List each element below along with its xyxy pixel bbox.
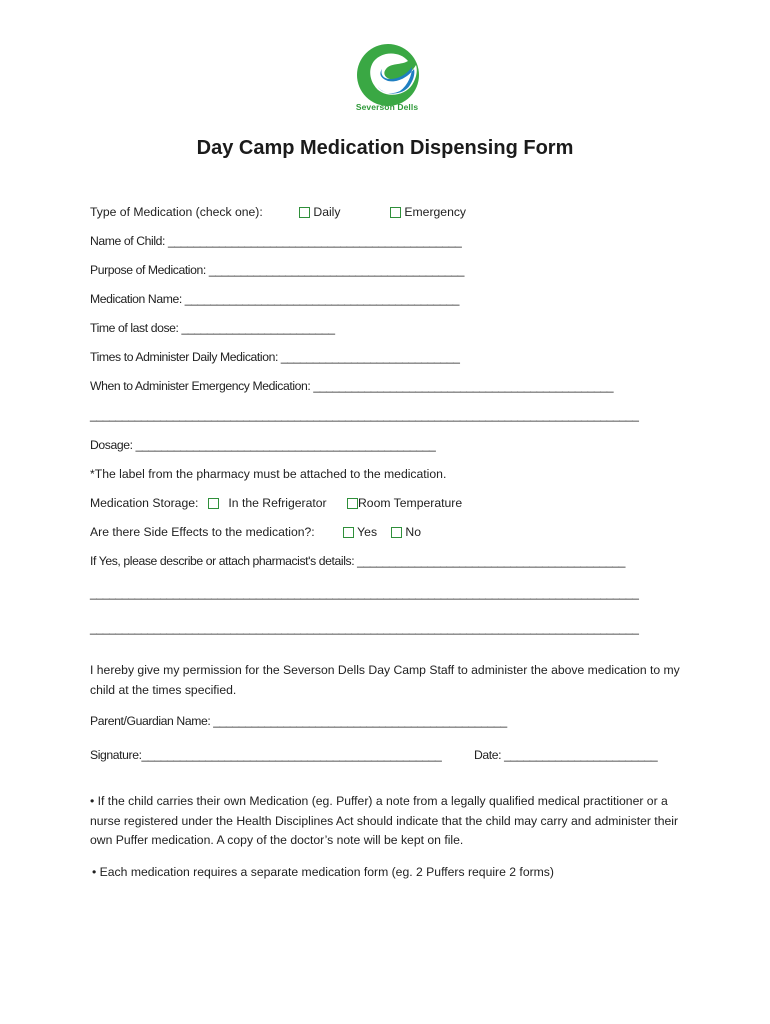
permission-text: I hereby give my permission for the Severson Dells Day Camp Staff to administer the above medication to my child at the times specified. <box>90 663 680 697</box>
no-checkbox[interactable] <box>391 527 402 538</box>
daily-option[interactable] <box>299 204 340 220</box>
yes-label: Yes <box>357 525 378 539</box>
emergency-continuation-line[interactable]: ______________________________________________________________________________________ <box>90 408 639 422</box>
signature-field[interactable]: Signature:_______________________________________________ <box>90 748 442 762</box>
refrigerator-label: In the Refrigerator <box>228 496 327 510</box>
daily-checkbox[interactable] <box>299 207 310 218</box>
parent-name-field[interactable]: Parent/Guardian Name: ______________________________________________ <box>90 714 507 728</box>
describe-field[interactable]: If Yes, please describe or attach pharmacist's details: __________________________________________ <box>90 554 626 568</box>
emergency-option[interactable] <box>390 204 466 220</box>
purpose-field[interactable]: Purpose of Medication: ________________________________________ <box>90 263 464 277</box>
room-temperature-checkbox[interactable] <box>347 498 358 509</box>
emergency-label: Emergency <box>404 205 467 219</box>
dosage-field[interactable]: Dosage: _______________________________________________ <box>90 438 436 452</box>
refrigerator-checkbox[interactable] <box>208 498 219 509</box>
emergency-checkbox[interactable] <box>390 207 401 218</box>
puffer-note: • If the child carries their own Medication (eg. Puffer) a note from a legally qualified medical practitioner or a nurse registered under the Health Disciplines Act should indicate that the child may carry and administer their own Puffer medication. A copy of the doctor’s note will be kept on file. <box>90 794 679 847</box>
daily-label: Daily <box>313 205 341 219</box>
room-temperature-label: Room Temperature <box>358 496 463 510</box>
time-last-dose-field[interactable]: Time of last dose: ________________________ <box>90 321 335 335</box>
yes-option[interactable] <box>343 524 377 540</box>
name-of-child-field[interactable]: Name of Child: ______________________________________________ <box>90 234 462 248</box>
describe-line-1[interactable]: ______________________________________________________________________________________ <box>90 586 639 600</box>
logo-text: Severson Dells <box>355 102 419 112</box>
label-note: *The label from the pharmacy must be attached to the medication. <box>90 467 447 481</box>
no-option[interactable] <box>391 524 421 540</box>
page-title: Day Camp Medication Dispensing Form <box>196 137 574 159</box>
refrigerator-option[interactable] <box>208 495 327 511</box>
storage-label: Medication Storage: <box>90 496 199 510</box>
side-effects-label: Are there Side Effects to the medication?: <box>90 525 315 539</box>
yes-checkbox[interactable] <box>343 527 354 538</box>
room-temperature-option[interactable] <box>347 495 462 511</box>
describe-line-2[interactable]: ______________________________________________________________________________________ <box>90 621 639 635</box>
when-emergency-field[interactable]: When to Administer Emergency Medication: _______________________________________________ <box>90 379 614 393</box>
separate-form-note: • Each medication requires a separate medication form (eg. 2 Puffers require 2 forms) <box>92 865 554 879</box>
medication-name-field[interactable]: Medication Name: ___________________________________________ <box>90 292 460 306</box>
type-of-medication-label: Type of Medication (check one): <box>90 205 263 219</box>
date-field[interactable]: Date: ________________________ <box>474 748 658 762</box>
times-daily-field[interactable]: Times to Administer Daily Medication: ____________________________ <box>90 350 460 364</box>
storage-row <box>90 495 198 511</box>
no-label: No <box>405 525 421 539</box>
